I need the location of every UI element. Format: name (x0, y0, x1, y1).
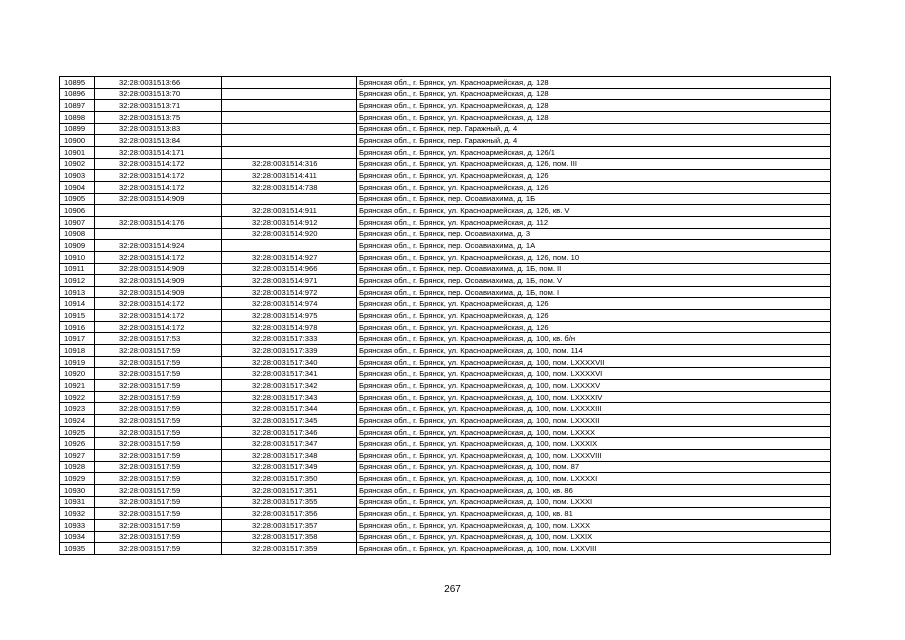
record-number-cell: 10935 (60, 543, 95, 555)
record-number-cell: 10931 (60, 496, 95, 508)
record-number-cell: 10932 (60, 508, 95, 520)
record-number-cell: 10903 (60, 170, 95, 182)
address-cell: Брянская обл., г. Брянск, ул. Красноармейская, д. 100, кв. б/н (357, 333, 831, 345)
table-row (60, 484, 831, 496)
object-cadastral-number-cell: 32:28:0031517:343 (222, 391, 357, 403)
address-cell: Брянская обл., г. Брянск, пер. Осоавиахима, д. 3 (357, 228, 831, 240)
cadastral-number-cell: 32:28:0031514:171 (95, 146, 222, 158)
address-cell: Брянская обл., г. Брянск, пер. Осоавиахима, д. 1Б, пом. I (357, 286, 831, 298)
table-row (60, 531, 831, 543)
address-cell: Брянская обл., г. Брянск, ул. Красноармейская, д. 100, пом. LXXXXVII (357, 356, 831, 368)
object-cadastral-number-cell: 32:28:0031517:344 (222, 403, 357, 415)
table-row (60, 380, 831, 392)
object-cadastral-number-cell: 32:28:0031514:966 (222, 263, 357, 275)
record-number-cell: 10924 (60, 415, 95, 427)
address-cell: Брянская обл., г. Брянск, ул. Красноармейская, д. 126 (357, 170, 831, 182)
object-cadastral-number-cell: 32:28:0031517:359 (222, 543, 357, 555)
cadastral-number-cell: 32:28:0031517:59 (95, 345, 222, 357)
cadastral-number-cell: 32:28:0031514:172 (95, 181, 222, 193)
cadastral-number-cell: 32:28:0031517:59 (95, 508, 222, 520)
cadastral-number-cell: 32:28:0031514:172 (95, 310, 222, 322)
record-number-cell: 10934 (60, 531, 95, 543)
table-row (60, 181, 831, 193)
registry-table-body (60, 77, 831, 555)
object-cadastral-number-cell: 32:28:0031517:348 (222, 450, 357, 462)
table-row (60, 158, 831, 170)
table-row (60, 123, 831, 135)
object-cadastral-number-cell: 32:28:0031517:358 (222, 531, 357, 543)
record-number-cell: 10909 (60, 240, 95, 252)
record-number-cell: 10923 (60, 403, 95, 415)
object-cadastral-number-cell: 32:28:0031517:355 (222, 496, 357, 508)
cadastral-number-cell: 32:28:0031514:909 (95, 275, 222, 287)
object-cadastral-number-cell: 32:28:0031517:333 (222, 333, 357, 345)
record-number-cell: 10917 (60, 333, 95, 345)
object-cadastral-number-cell: 32:28:0031514:912 (222, 216, 357, 228)
record-number-cell: 10930 (60, 484, 95, 496)
cadastral-number-cell: 32:28:0031514:924 (95, 240, 222, 252)
address-cell: Брянская обл., г. Брянск, ул. Красноармейская, д. 100, пом. LXXXXII (357, 415, 831, 427)
cadastral-number-cell: 32:28:0031514:909 (95, 193, 222, 205)
address-cell: Брянская обл., г. Брянск, пер. Осоавиахима, д. 1А (357, 240, 831, 252)
table-row (60, 450, 831, 462)
record-number-cell: 10915 (60, 310, 95, 322)
address-cell: Брянская обл., г. Брянск, ул. Красноармейская, д. 100, пом. LXXXVIII (357, 450, 831, 462)
cadastral-number-cell: 32:28:0031513:70 (95, 88, 222, 100)
table-row (60, 519, 831, 531)
cadastral-number-cell: 32:28:0031517:59 (95, 391, 222, 403)
object-cadastral-number-cell: 32:28:0031517:349 (222, 461, 357, 473)
record-number-cell: 10911 (60, 263, 95, 275)
address-cell: Брянская обл., г. Брянск, ул. Красноармейская, д. 100, пом. 87 (357, 461, 831, 473)
object-cadastral-number-cell: 32:28:0031517:342 (222, 380, 357, 392)
address-cell: Брянская обл., г. Брянск, пер. Осоавиахима, д. 1Б (357, 193, 831, 205)
object-cadastral-number-cell: 32:28:0031514:975 (222, 310, 357, 322)
table-row (60, 170, 831, 182)
cadastral-number-cell: 32:28:0031517:59 (95, 519, 222, 531)
address-cell: Брянская обл., г. Брянск, ул. Красноармейская, д. 126, кв. V (357, 205, 831, 217)
cadastral-number-cell: 32:28:0031517:59 (95, 380, 222, 392)
address-cell: Брянская обл., г. Брянск, ул. Красноармейская, д. 100, пом. LXXXI (357, 496, 831, 508)
table-row (60, 391, 831, 403)
cadastral-number-cell: 32:28:0031517:59 (95, 461, 222, 473)
table-row (60, 216, 831, 228)
table-row (60, 228, 831, 240)
address-cell: Брянская обл., г. Брянск, ул. Красноармейская, д. 126 (357, 181, 831, 193)
address-cell: Брянская обл., г. Брянск, ул. Красноармейская, д. 100, пом. LXXXXIV (357, 391, 831, 403)
address-cell: Брянская обл., г. Брянск, ул. Красноармейская, д. 126 (357, 310, 831, 322)
object-cadastral-number-cell (222, 146, 357, 158)
address-cell: Брянская обл., г. Брянск, ул. Красноармейская, д. 100, пом. LXXXX (357, 426, 831, 438)
cadastral-number-cell: 32:28:0031517:59 (95, 426, 222, 438)
cadastral-number-cell: 32:28:0031517:59 (95, 368, 222, 380)
object-cadastral-number-cell: 32:28:0031514:411 (222, 170, 357, 182)
record-number-cell: 10896 (60, 88, 95, 100)
object-cadastral-number-cell: 32:28:0031517:347 (222, 438, 357, 450)
cadastral-number-cell: 32:28:0031514:909 (95, 286, 222, 298)
registry-table (59, 76, 831, 555)
address-cell: Брянская обл., г. Брянск, ул. Красноармейская, д. 100, пом. LXXVIII (357, 543, 831, 555)
table-row (60, 240, 831, 252)
table-row (60, 310, 831, 322)
object-cadastral-number-cell: 32:28:0031517:339 (222, 345, 357, 357)
address-cell: Брянская обл., г. Брянск, пер. Гаражный, д. 4 (357, 135, 831, 147)
record-number-cell: 10904 (60, 181, 95, 193)
address-cell: Брянская обл., г. Брянск, ул. Красноармейская, д. 126 (357, 298, 831, 310)
record-number-cell: 10913 (60, 286, 95, 298)
address-cell: Брянская обл., г. Брянск, ул. Красноармейская, д. 128 (357, 77, 831, 89)
address-cell: Брянская обл., г. Брянск, пер. Осоавиахима, д. 1Б, пом. V (357, 275, 831, 287)
cadastral-number-cell: 32:28:0031517:59 (95, 531, 222, 543)
object-cadastral-number-cell (222, 88, 357, 100)
object-cadastral-number-cell (222, 123, 357, 135)
table-row (60, 321, 831, 333)
table-row (60, 193, 831, 205)
record-number-cell: 10897 (60, 100, 95, 112)
address-cell: Брянская обл., г. Брянск, ул. Красноармейская, д. 128 (357, 88, 831, 100)
table-row (60, 146, 831, 158)
table-row (60, 473, 831, 485)
address-cell: Брянская обл., г. Брянск, ул. Красноармейская, д. 126 (357, 321, 831, 333)
object-cadastral-number-cell: 32:28:0031517:350 (222, 473, 357, 485)
table-row (60, 100, 831, 112)
cadastral-number-cell: 32:28:0031517:59 (95, 403, 222, 415)
address-cell: Брянская обл., г. Брянск, ул. Красноармейская, д. 100, пом. LXXX (357, 519, 831, 531)
address-cell: Брянская обл., г. Брянск, ул. Красноармейская, д. 100, пом. LXXXXI (357, 473, 831, 485)
table-row (60, 111, 831, 123)
record-number-cell: 10908 (60, 228, 95, 240)
object-cadastral-number-cell: 32:28:0031517:351 (222, 484, 357, 496)
cadastral-number-cell: 32:28:0031514:176 (95, 216, 222, 228)
cadastral-number-cell (95, 205, 222, 217)
address-cell: Брянская обл., г. Брянск, ул. Красноармейская, д. 126/1 (357, 146, 831, 158)
table-row (60, 263, 831, 275)
cadastral-number-cell: 32:28:0031517:59 (95, 438, 222, 450)
record-number-cell: 10916 (60, 321, 95, 333)
object-cadastral-number-cell (222, 77, 357, 89)
cadastral-number-cell: 32:28:0031513:84 (95, 135, 222, 147)
record-number-cell: 10895 (60, 77, 95, 89)
cadastral-number-cell: 32:28:0031513:83 (95, 123, 222, 135)
record-number-cell: 10926 (60, 438, 95, 450)
object-cadastral-number-cell (222, 135, 357, 147)
table-row (60, 461, 831, 473)
address-cell: Брянская обл., г. Брянск, ул. Красноармейская, д. 100, пом. LXXXIX (357, 438, 831, 450)
object-cadastral-number-cell: 32:28:0031517:346 (222, 426, 357, 438)
cadastral-number-cell: 32:28:0031514:172 (95, 170, 222, 182)
table-row (60, 403, 831, 415)
object-cadastral-number-cell: 32:28:0031517:341 (222, 368, 357, 380)
object-cadastral-number-cell: 32:28:0031514:978 (222, 321, 357, 333)
cadastral-number-cell: 32:28:0031517:59 (95, 473, 222, 485)
table-row (60, 333, 831, 345)
address-cell: Брянская обл., г. Брянск, ул. Красноармейская, д. 126, пом. III (357, 158, 831, 170)
record-number-cell: 10933 (60, 519, 95, 531)
table-row (60, 496, 831, 508)
cadastral-number-cell: 32:28:0031514:172 (95, 158, 222, 170)
table-row (60, 508, 831, 520)
table-row (60, 543, 831, 555)
table-row (60, 415, 831, 427)
table-row (60, 345, 831, 357)
record-number-cell: 10910 (60, 251, 95, 263)
object-cadastral-number-cell: 32:28:0031514:974 (222, 298, 357, 310)
object-cadastral-number-cell: 32:28:0031514:911 (222, 205, 357, 217)
record-number-cell: 10921 (60, 380, 95, 392)
record-number-cell: 10918 (60, 345, 95, 357)
record-number-cell: 10912 (60, 275, 95, 287)
table-row (60, 135, 831, 147)
cadastral-number-cell: 32:28:0031517:53 (95, 333, 222, 345)
table-row (60, 88, 831, 100)
object-cadastral-number-cell: 32:28:0031517:340 (222, 356, 357, 368)
object-cadastral-number-cell (222, 100, 357, 112)
table-row (60, 438, 831, 450)
record-number-cell: 10899 (60, 123, 95, 135)
cadastral-number-cell: 32:28:0031514:909 (95, 263, 222, 275)
address-cell: Брянская обл., г. Брянск, ул. Красноармейская, д. 128 (357, 111, 831, 123)
address-cell: Брянская обл., г. Брянск, ул. Красноармейская, д. 100, пом. LXXXXVI (357, 368, 831, 380)
table-row (60, 77, 831, 89)
object-cadastral-number-cell (222, 240, 357, 252)
address-cell: Брянская обл., г. Брянск, ул. Красноармейская, д. 126, пом. 10 (357, 251, 831, 263)
cadastral-number-cell: 32:28:0031517:59 (95, 356, 222, 368)
cadastral-number-cell: 32:28:0031514:172 (95, 321, 222, 333)
cadastral-number-cell: 32:28:0031514:172 (95, 298, 222, 310)
record-number-cell: 10922 (60, 391, 95, 403)
record-number-cell: 10929 (60, 473, 95, 485)
address-cell: Брянская обл., г. Брянск, пер. Осоавиахима, д. 1Б, пом. II (357, 263, 831, 275)
record-number-cell: 10907 (60, 216, 95, 228)
object-cadastral-number-cell: 32:28:0031517:356 (222, 508, 357, 520)
record-number-cell: 10898 (60, 111, 95, 123)
object-cadastral-number-cell: 32:28:0031517:357 (222, 519, 357, 531)
object-cadastral-number-cell: 32:28:0031517:345 (222, 415, 357, 427)
record-number-cell: 10928 (60, 461, 95, 473)
address-cell: Брянская обл., г. Брянск, ул. Красноармейская, д. 100, пом. LXXIX (357, 531, 831, 543)
record-number-cell: 10927 (60, 450, 95, 462)
cadastral-number-cell: 32:28:0031514:172 (95, 251, 222, 263)
address-cell: Брянская обл., г. Брянск, ул. Красноармейская, д. 100, пом. LXXXXIII (357, 403, 831, 415)
address-cell: Брянская обл., г. Брянск, ул. Красноармейская, д. 112 (357, 216, 831, 228)
record-number-cell: 10920 (60, 368, 95, 380)
record-number-cell: 10925 (60, 426, 95, 438)
address-cell: Брянская обл., г. Брянск, ул. Красноармейская, д. 100, пом. 114 (357, 345, 831, 357)
table-row (60, 275, 831, 287)
cadastral-number-cell: 32:28:0031517:59 (95, 415, 222, 427)
table-row (60, 368, 831, 380)
table-row (60, 298, 831, 310)
object-cadastral-number-cell: 32:28:0031514:316 (222, 158, 357, 170)
cadastral-number-cell: 32:28:0031513:71 (95, 100, 222, 112)
table-row (60, 426, 831, 438)
cadastral-number-cell: 32:28:0031513:75 (95, 111, 222, 123)
cadastral-number-cell: 32:28:0031517:59 (95, 484, 222, 496)
cadastral-number-cell: 32:28:0031517:59 (95, 543, 222, 555)
page-number: 267 (444, 584, 461, 595)
address-cell: Брянская обл., г. Брянск, пер. Гаражный, д. 4 (357, 123, 831, 135)
table-row (60, 205, 831, 217)
object-cadastral-number-cell: 32:28:0031514:738 (222, 181, 357, 193)
address-cell: Брянская обл., г. Брянск, ул. Красноармейская, д. 100, кв. 81 (357, 508, 831, 520)
address-cell: Брянская обл., г. Брянск, ул. Красноармейская, д. 100, пом. LXXXXV (357, 380, 831, 392)
object-cadastral-number-cell (222, 193, 357, 205)
record-number-cell: 10919 (60, 356, 95, 368)
address-cell: Брянская обл., г. Брянск, ул. Красноармейская, д. 128 (357, 100, 831, 112)
object-cadastral-number-cell: 32:28:0031514:920 (222, 228, 357, 240)
record-number-cell: 10905 (60, 193, 95, 205)
record-number-cell: 10900 (60, 135, 95, 147)
object-cadastral-number-cell: 32:28:0031514:927 (222, 251, 357, 263)
cadastral-number-cell (95, 228, 222, 240)
cadastral-number-cell: 32:28:0031513:66 (95, 77, 222, 89)
table-row (60, 356, 831, 368)
object-cadastral-number-cell (222, 111, 357, 123)
record-number-cell: 10914 (60, 298, 95, 310)
address-cell: Брянская обл., г. Брянск, ул. Красноармейская, д. 100, кв. 86 (357, 484, 831, 496)
table-row (60, 286, 831, 298)
table-row (60, 251, 831, 263)
record-number-cell: 10906 (60, 205, 95, 217)
object-cadastral-number-cell: 32:28:0031514:972 (222, 286, 357, 298)
cadastral-number-cell: 32:28:0031517:59 (95, 496, 222, 508)
record-number-cell: 10901 (60, 146, 95, 158)
object-cadastral-number-cell: 32:28:0031514:971 (222, 275, 357, 287)
record-number-cell: 10902 (60, 158, 95, 170)
cadastral-number-cell: 32:28:0031517:59 (95, 450, 222, 462)
